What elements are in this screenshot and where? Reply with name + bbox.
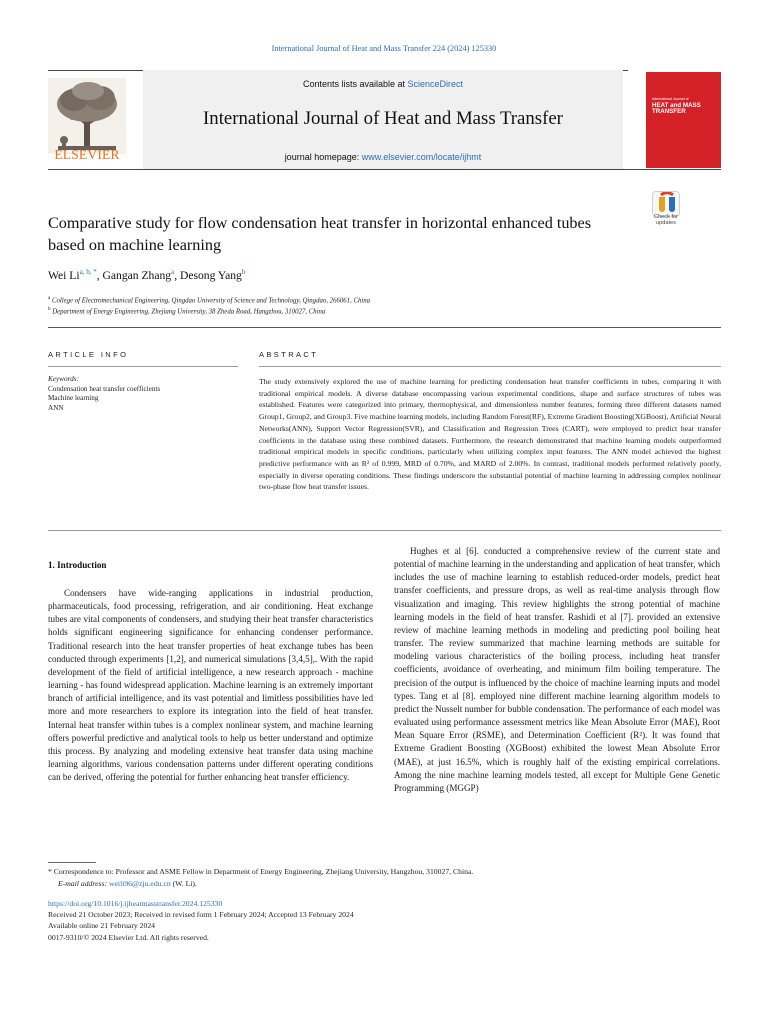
masthead-center [143, 70, 623, 169]
abstract-heading: ABSTRACT [259, 350, 319, 359]
journal-name: International Journal of Heat and Mass Transfer [203, 108, 563, 129]
journal-masthead [48, 70, 721, 169]
cover-title-text: HEAT and MASS TRANSFER [652, 102, 701, 116]
affiliation-text: College of Electromechanical Engineering, Qingdao University of Science and Technology, Qingdao, 266061, China [51, 297, 371, 305]
contents-line [143, 79, 623, 89]
check-for-updates[interactable] [644, 191, 688, 231]
author-name[interactable]: Desong Yang [179, 268, 242, 282]
homepage-prefix: journal homepage: [284, 152, 362, 162]
abstract-text: The study extensively explored the use of machine learning for predicting condensation heat transfer coefficients in tubes, comparing it with traditional empirical models. A diverse database encompassing various experimental conditions, shape and surface structures of tubes was established. Features were categorized into primary, thermophysical, and dimensionless number features, forming three different datasets named Group1, Group2, and Group3. Five machine learning models, including Random Forest(RF), Extreme Gradient Boosting(XGBoost), Artificial Neural Networks(ANN), Support Vector Regression(SVR), and Classification and Regression Trees (CART), were employed to predict heat transfer coefficients in the database using these combined datasets. Furthermore, the research demonstrated that machine learning models outperformed traditional empirical models in specific conditions, particularly when utilizing complex input features. The ANN model achieved the highest predictive performance with an R² of 0.999, MRD of 0.70%, and MARD of 2.00%. In contrast, traditional models performed relatively poorly, especially in diverse operating conditions. These findings underscore the substantial potential of machine learning in addressing complex nonlinear two-phase flow heat transfer issues. [259, 377, 721, 492]
homepage-link[interactable]: www.elsevier.com/locate/ijhmt [361, 152, 482, 162]
sciencedirect-link[interactable]: ScienceDirect [407, 79, 464, 89]
homepage-line [143, 152, 623, 162]
author-affil-mark[interactable]: a, b, * [79, 268, 97, 276]
check-updates-line2: updates [656, 220, 676, 227]
copyright: 0017-9310/© 2024 Elsevier Ltd. All rights reserved. [48, 932, 209, 942]
cover-small-text: International Journal of [652, 97, 689, 101]
footnotes [48, 866, 648, 890]
author-affil-mark[interactable]: a [171, 268, 175, 276]
article-info-heading: ARTICLE INFO [48, 350, 129, 359]
affiliation-text: Department of Energy Engineering, Zhejiang University, 38 Zheda Road, Hangzhou, 310027, China [52, 308, 326, 316]
masthead-bottom-rule [48, 169, 721, 170]
correspondence-note [48, 866, 648, 878]
email-note [48, 878, 648, 890]
publication-info [48, 898, 648, 943]
email-label: E-mail address: [58, 879, 109, 888]
email-suffix: (W. Li). [170, 879, 197, 888]
author-name[interactable]: Gangan Zhang [102, 268, 172, 282]
keywords-block [48, 375, 160, 413]
keyword-item: ANN [48, 403, 64, 412]
author-affil-mark[interactable]: b [241, 268, 246, 276]
affiliation-mark: a [48, 296, 51, 301]
abstract-bottom-rule [48, 530, 721, 531]
footnote-rule [48, 862, 96, 863]
body-paragraph: Condensers have wide-ranging applications in industrial production, pharmaceuticals, food processing, refrigeration, and air conditioning. Heat exchange tubes are vital components of condensers, and studying their heat transfer characteristics holds significant engineering significance for enhancing condenser performance. Traditional research into the heat transfer properties of heat exchange tubes has been conducted through experiments [1,2], and numerical simulations [3,4,5],. With the rapid development of the field of artificial intelligence, a new research approach - machine learning - has found widespread application. Machine learning is an extremely important branch of artificial intelligence, and its vast potential and limitless possibilities have led more and more researchers to explore its integration into the field of heat transfer. Internal heat transfer within tubes is a complex nonlinear system, and machine learning offers powerful predictive and analytical tools to help us better understand and optimize this process. By analyzing and modeling extensive heat transfer data using machine learning algorithms, various condensation patterns under different operating conditions can be derived, offering the potential for further enhancing heat transfer efficiency. [48, 588, 373, 783]
body-left-column [48, 587, 373, 784]
correspondence-text: Correspondence to: Professor and ASME Fellow in Department of Energy Engineering, Zhejiang University, Hangzhou, 310027, China. [53, 867, 474, 876]
affiliation [48, 296, 370, 304]
section-heading-introduction: 1. Introduction [48, 560, 107, 570]
affiliation-mark: b [48, 307, 51, 312]
body-right-column [394, 545, 720, 795]
author-name[interactable]: Wei Li [48, 268, 80, 282]
running-head[interactable]: International Journal of Heat and Mass Transfer 224 (2024) 125330 [271, 44, 497, 53]
body-paragraph: Hughes et al [6]. conducted a comprehensive review of the current state and potential of machine learning in the understanding and application of heat transfer, which includes the use of machine learning to establish reduced-order models, predict heat transfer coefficients, and pressure drops, as well as real-time analysis through flow visualization and imaging. This review highlights the strong potential of machine learning models in the field of heat transfer. Rashidi et al [7]. provided an extensive review of machine learning methods in modeling and predicting pool boiling heat transfer. The review summarized that machine learning methods are suitable for modeling various characteristics of the boiling process, including heat transfer coefficients, avoidance of overheating, and minimum film boiling temperature. The precision of the output is influenced by the choice of machine learning inputs and model types. Tang et al [8]. employed nine different machine learning algorithm models to predict the Nusselt number for bubble condensation. The performance of each model was evaluated using performance assessment metrics like Mean Absolute Error (MAE), Root Mean Square Error (RSME), and Determination Coefficient (R²). It was found that Extreme Gradient Boosting (XGBoost) exhibited the lowest Mean Absolute Error (MAE), at just 16.5%, which is roughly half of the existing empirical correlations. Among the nine machine learning models tested, all except for Multiple Gene Genetic Programming (MGGP) [394, 546, 720, 793]
article-title: Comparative study for flow condensation heat transfer in horizontal enhanced tubes based on machine learning [48, 214, 592, 254]
header-divider [48, 327, 721, 328]
affiliation [48, 307, 325, 315]
author-list: Wei $Li^{a, b, *}$, Gangan Zhang$^a$, Desong Yang$^b$ [48, 268, 246, 282]
email-link[interactable]: weili96@zju.edu.cn [108, 879, 171, 888]
available-online: Available online 21 February 2024 [48, 921, 156, 931]
keywords-label: Keywords: [48, 375, 79, 383]
journal-cover-thumbnail[interactable] [646, 72, 721, 168]
received-dates: Received 21 October 2023; Received in revised form 1 February 2024; Accepted 13 February 2024 [48, 910, 354, 920]
keyword-item: Condensation heat transfer coefficients [48, 384, 161, 393]
check-updates-line1: Check for [654, 214, 678, 220]
correspondence-mark: * [48, 867, 52, 876]
doi-link[interactable]: https://doi.org/10.1016/j.ijheatmasstransfer.2024.125330 [48, 899, 223, 908]
keyword-item: Machine learning [48, 394, 99, 403]
check-updates-label [644, 214, 688, 226]
publisher-wordmark: ELSEVIER [54, 147, 120, 162]
abstract-rule [259, 366, 721, 367]
article-info-rule [48, 366, 238, 367]
contents-prefix: Contents lists available at [302, 79, 408, 89]
